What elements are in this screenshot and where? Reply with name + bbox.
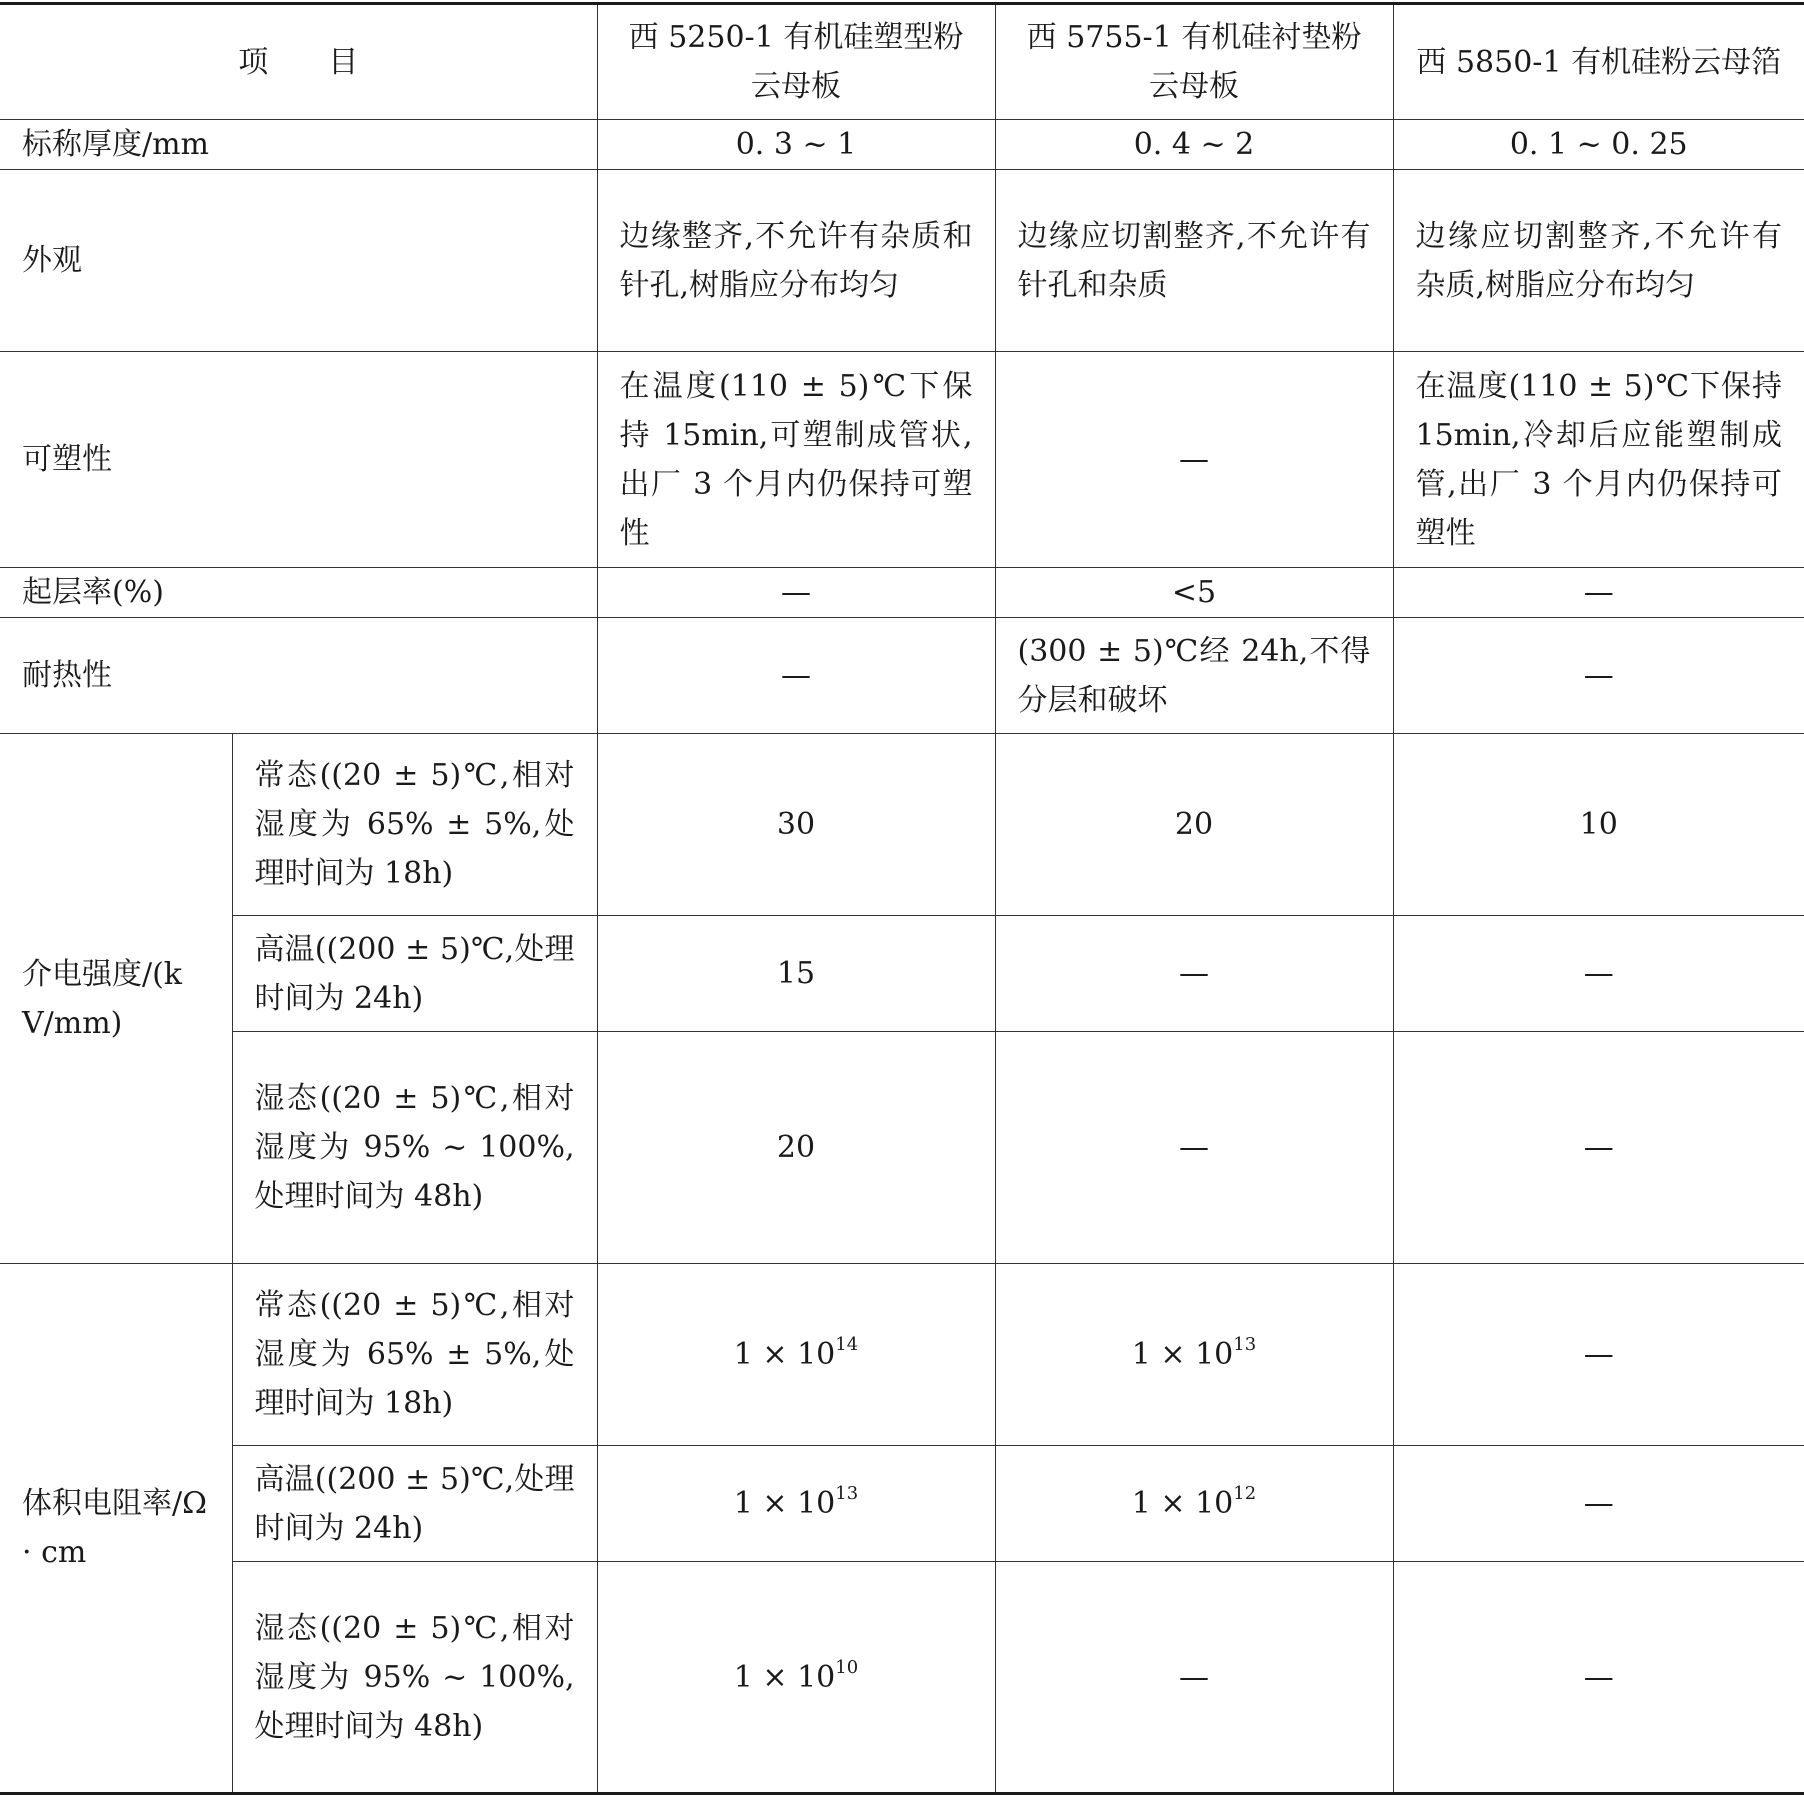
- value-base: 1 × 10: [733, 1486, 836, 1521]
- cell-dielectric-high-5250: 15: [597, 916, 995, 1032]
- value-exponent: 13: [835, 1483, 859, 1504]
- cell-heat-5850: —: [1393, 618, 1804, 734]
- group-label-volume-resistivity: 体积电阻率/Ω · cm: [0, 1264, 232, 1794]
- cell-dielectric-high-5755: —: [995, 916, 1393, 1032]
- cell-resistivity-normal-5250: [597, 1264, 995, 1446]
- cell-resistivity-wet-5250: [597, 1562, 995, 1794]
- row-resistivity-normal: [0, 1264, 1804, 1446]
- value-exponent: 12: [1233, 1483, 1257, 1504]
- value-base: 1 × 10: [1131, 1486, 1234, 1521]
- row-label-delamination: 起层率(%): [0, 568, 597, 618]
- value-base: 1 × 10: [733, 1337, 836, 1372]
- sub-label-dielectric-normal: 常态((20 ± 5)℃,相对湿度为 65% ± 5%,处理时间为 18h): [232, 734, 597, 916]
- cell-dielectric-normal-5850: 10: [1393, 734, 1804, 916]
- header-product-5850: 西 5850-1 有机硅粉云母箔: [1393, 4, 1804, 120]
- cell-dielectric-normal-5755: 20: [995, 734, 1393, 916]
- group-label-dielectric-strength: 介电强度/(kV/mm): [0, 734, 232, 1264]
- row-dielectric-normal: [0, 734, 1804, 916]
- cell-delamination-5250: —: [597, 568, 995, 618]
- cell-appearance-5755: 边缘应切割整齐,不允许有针孔和杂质: [995, 170, 1393, 352]
- cell-thickness-5250: 0. 3 ~ 1: [597, 120, 995, 170]
- cell-plasticity-5755: —: [995, 352, 1393, 568]
- header-row: [0, 4, 1804, 120]
- cell-dielectric-wet-5850: —: [1393, 1032, 1804, 1264]
- cell-resistivity-high-5850: —: [1393, 1446, 1804, 1562]
- cell-dielectric-normal-5250: 30: [597, 734, 995, 916]
- sub-label-resistivity-normal: 常态((20 ± 5)℃,相对湿度为 65% ± 5%,处理时间为 18h): [232, 1264, 597, 1446]
- cell-delamination-5850: —: [1393, 568, 1804, 618]
- row-resistivity-high: [0, 1446, 1804, 1562]
- cell-heat-5250: —: [597, 618, 995, 734]
- cell-resistivity-high-5250: [597, 1446, 995, 1562]
- cell-resistivity-normal-5755: [995, 1264, 1393, 1446]
- cell-dielectric-wet-5755: —: [995, 1032, 1393, 1264]
- sub-label-dielectric-wet: 湿态((20 ± 5)℃,相对湿度为 95% ~ 100%,处理时间为 48h): [232, 1032, 597, 1264]
- row-dielectric-wet: [0, 1032, 1804, 1264]
- cell-heat-5755: (300 ± 5)℃经 24h,不得分层和破坏: [995, 618, 1393, 734]
- sub-label-resistivity-high: 高温((200 ± 5)℃,处理时间为 24h): [232, 1446, 597, 1562]
- header-item: 项目: [0, 4, 597, 120]
- cell-dielectric-wet-5250: 20: [597, 1032, 995, 1264]
- value-base: 1 × 10: [733, 1659, 836, 1695]
- row-heat-resistance: [0, 618, 1804, 734]
- cell-thickness-5755: 0. 4 ~ 2: [995, 120, 1393, 170]
- cell-appearance-5850: 边缘应切割整齐,不允许有杂质,树脂应分布均匀: [1393, 170, 1804, 352]
- cell-delamination-5755: <5: [995, 568, 1393, 618]
- cell-plasticity-5250: 在温度(110 ± 5)℃下保持 15min,可塑制成管状,出厂 3 个月内仍保持可塑性: [597, 352, 995, 568]
- row-dielectric-high: [0, 916, 1804, 1032]
- row-resistivity-wet: [0, 1562, 1804, 1794]
- cell-resistivity-wet-5755: —: [995, 1562, 1393, 1794]
- cell-resistivity-normal-5850: —: [1393, 1264, 1804, 1446]
- cell-appearance-5250: 边缘整齐,不允许有杂质和针孔,树脂应分布均匀: [597, 170, 995, 352]
- value-exponent: 13: [1233, 1334, 1257, 1355]
- header-product-5755: 西 5755-1 有机硅衬垫粉云母板: [995, 4, 1393, 120]
- cell-resistivity-wet-5850: —: [1393, 1562, 1804, 1794]
- value-base: 1 × 10: [1131, 1337, 1234, 1372]
- value-exponent: 10: [835, 1656, 859, 1678]
- spec-table: [0, 2, 1804, 1795]
- header-product-5250: 西 5250-1 有机硅塑型粉云母板: [597, 4, 995, 120]
- value-exponent: 14: [835, 1334, 859, 1355]
- row-appearance: [0, 170, 1804, 352]
- row-plasticity: [0, 352, 1804, 568]
- row-delamination: [0, 568, 1804, 618]
- cell-thickness-5850: 0. 1 ~ 0. 25: [1393, 120, 1804, 170]
- row-label-appearance: 外观: [0, 170, 597, 352]
- cell-resistivity-high-5755: [995, 1446, 1393, 1562]
- sub-label-dielectric-high: 高温((200 ± 5)℃,处理时间为 24h): [232, 916, 597, 1032]
- sub-label-resistivity-wet: 湿态((20 ± 5)℃,相对湿度为 95% ~ 100%,处理时间为 48h): [232, 1562, 597, 1794]
- row-label-plasticity: 可塑性: [0, 352, 597, 568]
- row-label-thickness: 标称厚度/mm: [0, 120, 597, 170]
- cell-plasticity-5850: 在温度(110 ± 5)℃下保持 15min,冷却后应能塑制成管,出厂 3 个月内仍保持可塑性: [1393, 352, 1804, 568]
- row-label-heat-resistance: 耐热性: [0, 618, 597, 734]
- row-thickness: [0, 120, 1804, 170]
- cell-dielectric-high-5850: —: [1393, 916, 1804, 1032]
